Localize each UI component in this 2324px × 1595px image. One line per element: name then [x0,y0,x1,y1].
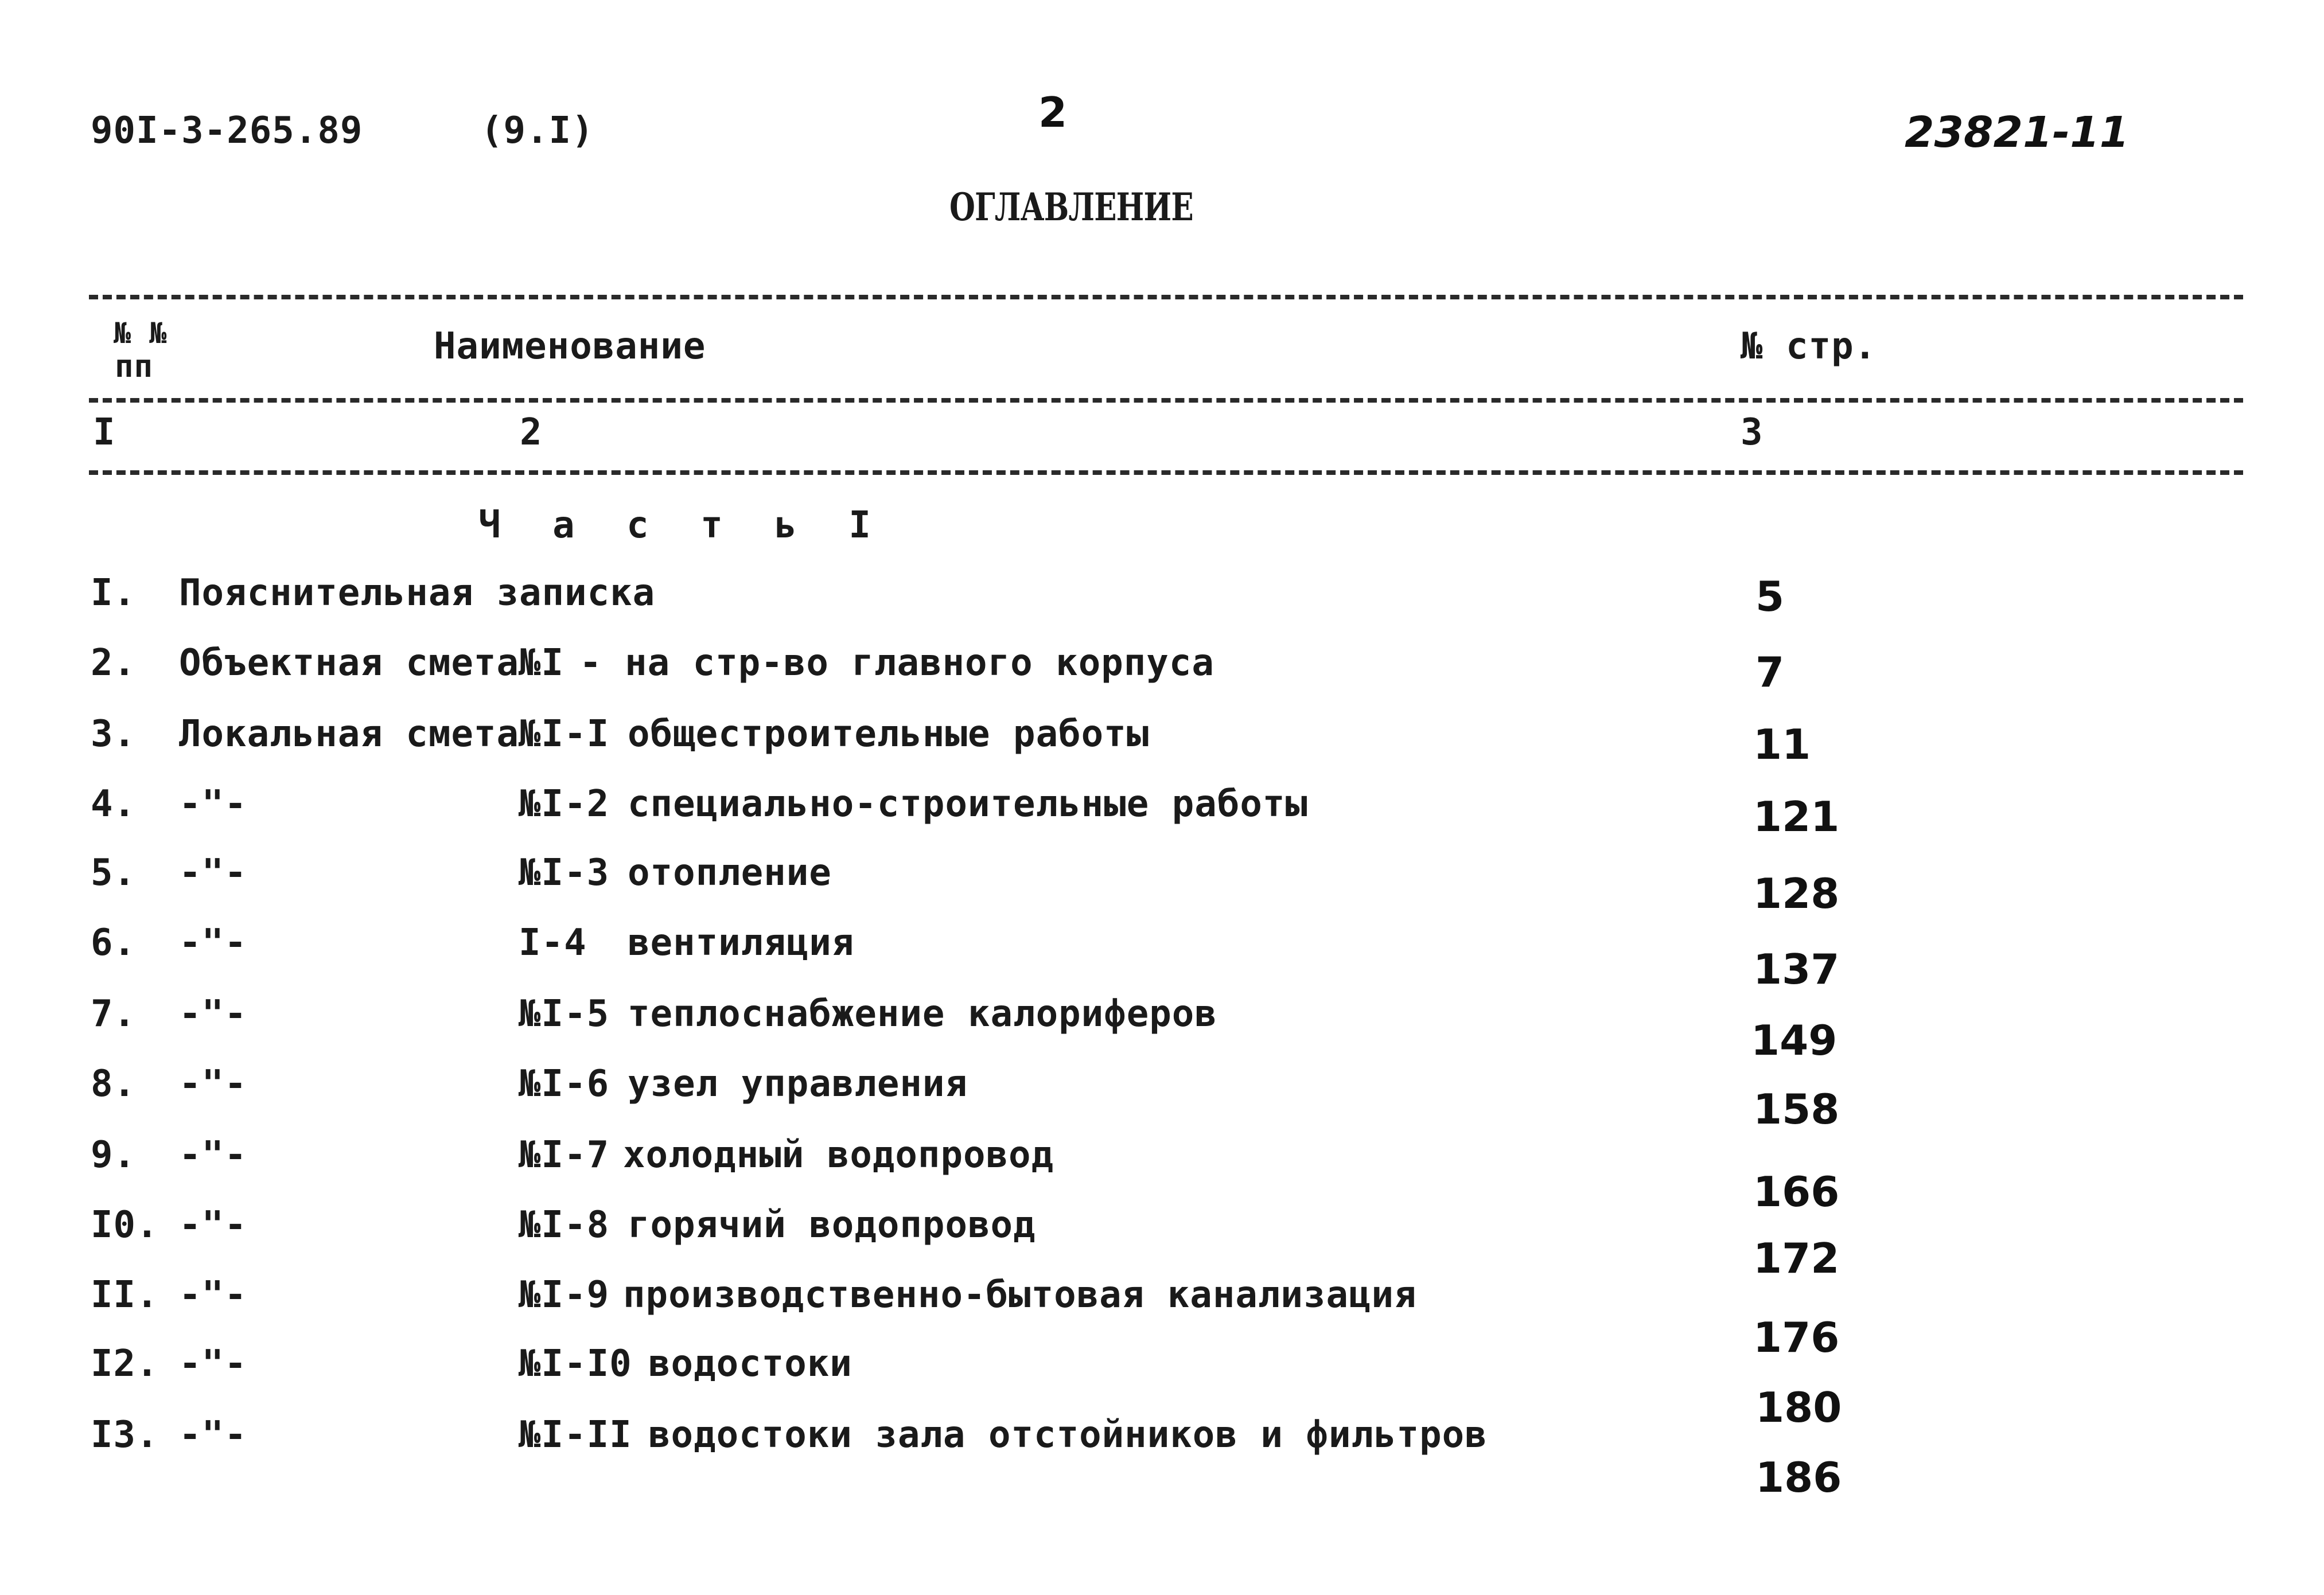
row-page: 11 [1753,720,1811,769]
table-header-rule [89,398,2243,403]
section-code: (9.I) [481,110,594,152]
row-number: 3. [91,713,137,755]
name-column-label: Наименование [434,325,706,368]
row-name: -"- [179,1134,247,1176]
row-name: -"- [179,1204,247,1246]
row-page: 186 [1755,1453,1842,1502]
page-number: 2 [1038,88,1068,137]
row-number: I0. [91,1204,159,1246]
row-code: №I-8 [519,1204,610,1246]
row-name: -"- [179,922,247,964]
row-number: I. [91,572,137,614]
number-column-label: № № [114,317,168,350]
row-name: -"- [179,1063,247,1105]
row-code: №I [519,642,565,684]
row-description: - на стр-во главного корпуса [579,642,1214,684]
row-description: общестроительные работы [628,713,1150,755]
row-code: №I-7 [519,1134,610,1176]
row-number: II. [91,1274,159,1316]
row-code: №I-5 [519,993,610,1035]
archive-number: 23821-11 [1905,108,2130,157]
row-page: 121 [1753,793,1840,841]
row-number: 4. [91,783,137,825]
row-number: 8. [91,1063,137,1105]
row-number: 7. [91,993,137,1035]
row-code: №I-2 [519,783,610,825]
row-description: горячий водопровод [628,1204,1036,1246]
row-number: 6. [91,922,137,964]
row-code: №I-I0 [519,1343,632,1385]
column-index-1: I [93,411,116,454]
column-index-2: 2 [520,411,543,454]
row-name: -"- [179,783,247,825]
row-page: 172 [1753,1234,1840,1282]
table-top-rule [89,295,2243,299]
row-name: -"- [179,852,247,894]
row-page: 149 [1751,1016,1838,1064]
page-column-label: № стр. [1741,325,1877,368]
document-code: 90I-3-265.89 [91,110,363,152]
row-page: 5 [1755,572,1785,621]
row-page: 180 [1755,1383,1842,1432]
row-code: I-4 [519,922,587,964]
row-name: -"- [179,1414,247,1456]
row-description: теплоснабжение калориферов [628,993,1217,1035]
row-description: холодный водопровод [623,1134,1054,1176]
row-name: Объектная смета [179,642,519,684]
row-name: -"- [179,1343,247,1385]
row-name: Пояснительная записка [179,572,656,614]
row-description: водостоки зала отстойников и фильтров [648,1414,1488,1456]
row-number: 9. [91,1134,137,1176]
row-page: 7 [1755,648,1785,696]
row-description: специально-строительные работы [628,783,1308,825]
row-description: производственно-бытовая канализация [623,1274,1417,1316]
row-page: 137 [1753,945,1840,993]
row-code: №I-9 [519,1274,610,1316]
row-page: 176 [1753,1313,1840,1362]
part-heading: Ч а с т ь I [478,504,886,547]
row-number: 2. [91,642,137,684]
row-code: №I-6 [519,1063,610,1105]
table-body-rule [89,470,2243,475]
row-number: 5. [91,852,137,894]
row-number: I2. [91,1343,159,1385]
row-code: №I-3 [519,852,610,894]
row-description: узел управления [628,1063,968,1105]
row-page: 166 [1753,1168,1840,1216]
row-code: №I-II [519,1414,632,1456]
row-name: Локальная смета [179,713,519,755]
row-name: -"- [179,1274,247,1316]
row-page: 128 [1753,869,1840,918]
row-page: 158 [1753,1085,1840,1133]
number-column-label-sub: пп [115,348,154,384]
row-number: I3. [91,1414,159,1456]
row-code: №I-I [519,713,610,755]
row-description: отопление [628,852,832,894]
row-name: -"- [179,993,247,1035]
row-description: вентиляция [628,922,855,964]
document-title: ОГЛАВЛЕНИЕ [949,185,1193,229]
row-description: водостоки [648,1343,852,1385]
column-index-3: 3 [1741,411,1764,454]
